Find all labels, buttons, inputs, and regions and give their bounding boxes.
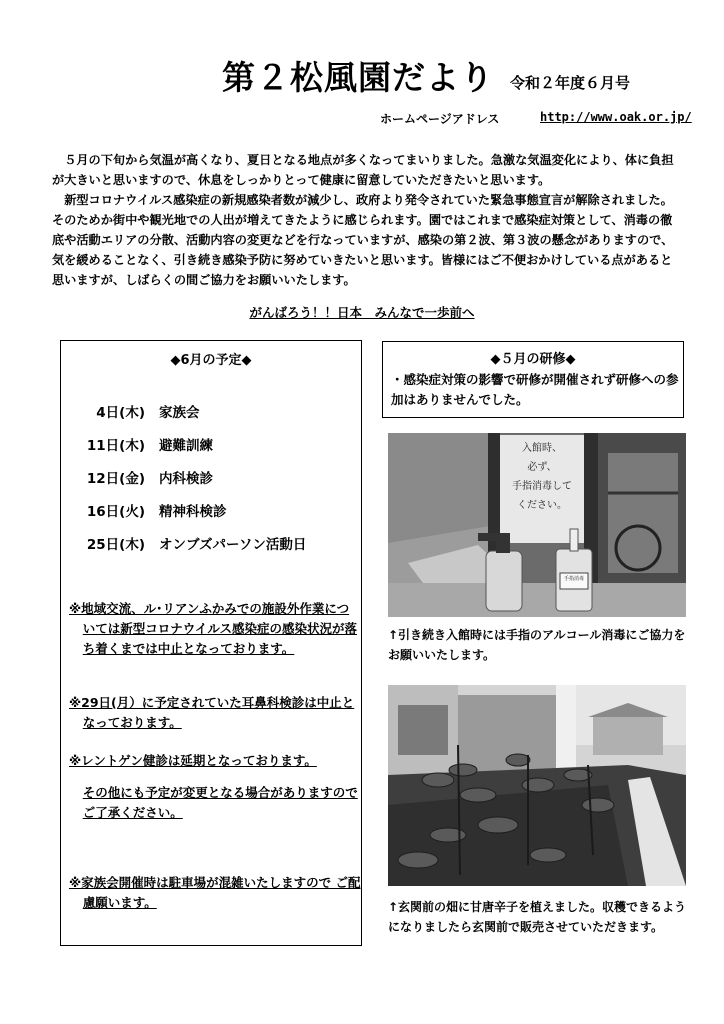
sanitizer-photo — [388, 433, 686, 617]
schedule-item — [71, 401, 200, 421]
sign-line: 必ず、 — [527, 462, 557, 473]
schedule-date: 25日(木) — [86, 537, 145, 553]
training-box — [382, 341, 684, 418]
sign-line: 手指消毒して — [512, 481, 572, 492]
schedule-note: ※レントゲン健診は延期となっております。 — [69, 753, 317, 768]
issue-label: 令和２年度６月号 — [510, 74, 631, 92]
schedule-item — [71, 533, 306, 553]
schedule-note: ※29日(月）に予定されていた耳鼻科検診は中止となっております。 — [69, 695, 355, 730]
training-text: ・感染症対策の影響で研修が開催されず研修への参加はありませんでした。 — [391, 372, 679, 407]
schedule-event: オンブズパーソン活動日 — [159, 537, 307, 553]
schedule-note: ※家族会開催時は駐車場が混雑いたしますので ご配慮願います。 — [69, 875, 361, 910]
intro-paragraph: 新型コロナウイルス感染症の新規感染者数が減少し、政府より発令されていた緊急事態宣言が解除されました。そのためか街中や観光地での人出が増えてきたように感じられます。園ではこれまで感染症対策として、消毒の徹底や活動エリアの分散、活動内容の変更などを行なっていますが、感染の第２波、第３波の懸念がありますので、気を緩めることなく、引き続き感染予防に努めていきたいと思います。皆様にはご不便おかけしている点があると思いますが、しばらくの間ご協力をお願いいたします。 — [52, 193, 674, 287]
schedule-item — [71, 500, 227, 520]
sign-line: ください。 — [517, 500, 567, 511]
schedule-event: 家族会 — [159, 405, 200, 421]
schedule-date: 16日(火) — [86, 504, 145, 520]
schedule-note: ※地域交流、ル･リアンふかみでの施設外作業については新型コロナウイルス感染症の感染状況が落ち着くまでは中止となっております。 — [69, 601, 358, 656]
intro-paragraph: ５月の下旬から気温が高くなり、夏日となる地点が多くなってまいりました。急激な気温変化により、体に負担が大きいと思いますので、休息をしっかりとって健康に留意していただきたいと思います。 — [52, 153, 674, 187]
slogan: がんばろう！！日本 みんなで一歩前へ — [249, 305, 475, 320]
schedule-note: その他にも予定が変更となる場合がありますのでご了承ください。 — [82, 785, 358, 820]
homepage-label: ホームページアドレス — [380, 112, 500, 126]
schedule-item — [71, 434, 213, 454]
schedule-date: 4日(木) — [96, 405, 145, 421]
training-title: ◆５月の研修◆ — [490, 352, 576, 367]
schedule-title: ◆6月の予定◆ — [170, 353, 252, 368]
intro-text — [52, 150, 684, 290]
schedule-date: 12日(金) — [86, 471, 145, 487]
sign-line: 入館時、 — [522, 443, 562, 454]
schedule-event: 内科検診 — [159, 471, 213, 487]
newsletter-title: 第２松風園だより — [222, 58, 494, 97]
sanitizer-caption: ↑引き続き入館時には手指のアルコール消毒にご協力をお願いいたします。 — [388, 628, 686, 662]
homepage-link[interactable]: http://www.oak.or.jp/ — [540, 110, 692, 124]
garden-caption: ↑玄関前の畑に甘唐辛子を植えました。収穫できるようになりましたら玄関前で販売させていただきます。 — [388, 900, 687, 934]
sanitizer-sign — [500, 439, 584, 515]
bottle-label: 手指消毒 — [563, 576, 584, 582]
schedule-event: 精神科検診 — [159, 504, 227, 520]
garden-photo-drawing — [388, 685, 686, 886]
schedule-date: 11日(木) — [86, 438, 145, 454]
schedule-event: 避難訓練 — [159, 438, 213, 454]
schedule-item — [71, 467, 213, 487]
schedule-box — [60, 340, 362, 946]
garden-photo — [388, 685, 686, 886]
